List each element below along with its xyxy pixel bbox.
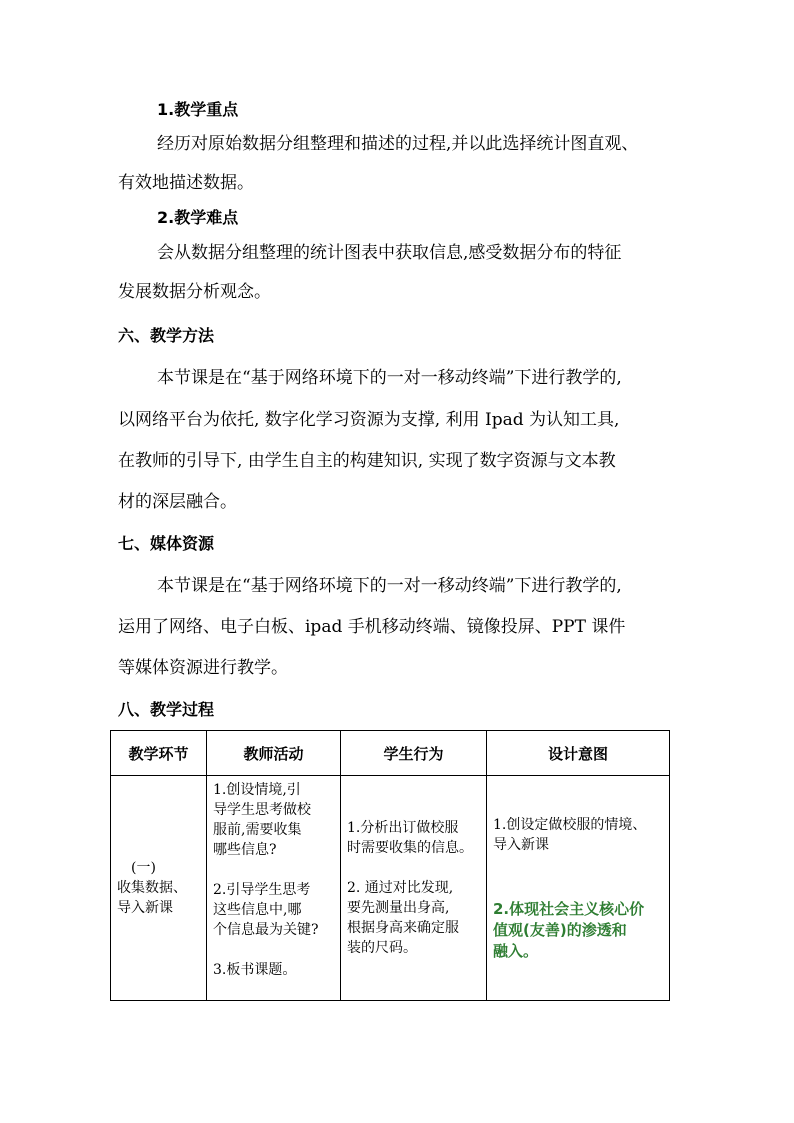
- method-line-4: 材的深层融合。: [118, 492, 237, 512]
- teacher-item-3: 3.板书课题。: [213, 962, 297, 978]
- difficulties-line-2: 发展数据分析观念。: [118, 282, 271, 302]
- student-item-2-line-4: 装的尺码。: [347, 940, 417, 956]
- table-row: [111, 776, 670, 1001]
- header-design-intent: 设计意图: [487, 731, 670, 776]
- teacher-item-2-line-3: 个信息最为关键?: [213, 922, 319, 938]
- media-line-3: 等媒体资源进行教学。: [118, 658, 288, 678]
- teacher-item-2-line-1: 2.引导学生思考: [213, 882, 311, 898]
- method-line-2: 以网络平台为依托, 数字化学习资源为支撑, 利用 Ipad 为认知工具,: [118, 410, 620, 430]
- method-heading: 六、教学方法: [118, 326, 215, 345]
- teacher-item-1-line-3: 服前,需要收集: [213, 822, 302, 838]
- stage-line-2: 导入新课: [117, 900, 173, 916]
- design-item-1-line-2: 导入新课: [493, 836, 549, 853]
- header-stage: 教学环节: [111, 731, 207, 776]
- student-behavior-cell: [341, 776, 487, 1001]
- key-points-line-1: 经历对原始数据分组整理和描述的过程,并以此选择统计图直观、: [157, 134, 639, 154]
- student-item-2-line-2: 要先测量出身高,: [347, 900, 450, 916]
- method-line-3: 在教师的引导下, 由学生自主的构建知识, 实现了数字资源与文本教: [118, 451, 616, 471]
- media-line-1: 本节课是在“基于网络环境下的一对一移动终端”下进行教学的,: [157, 576, 622, 596]
- student-item-2-line-1: 2. 通过对比发现,: [347, 880, 454, 896]
- difficulties-title: 2.教学难点: [157, 208, 239, 227]
- stage-line-1: 收集数据、: [117, 880, 187, 896]
- design-item-2-line-3: 融入。: [493, 941, 539, 960]
- teacher-item-2-line-2: 这些信息中,哪: [213, 902, 302, 918]
- stage-cell: [111, 776, 207, 1001]
- process-heading: 八、教学过程: [118, 700, 215, 719]
- design-item-1-line-1: 1.创设定做校服的情境、: [493, 816, 647, 833]
- teaching-process-table: [110, 730, 670, 1001]
- key-points-line-2: 有效地描述数据。: [118, 173, 254, 193]
- difficulties-line-1: 会从数据分组整理的统计图表中获取信息,感受数据分布的特征: [157, 243, 622, 263]
- student-item-1-line-1: 1.分析出订做校服: [347, 820, 459, 836]
- student-item-2-line-3: 根据身高来确定服: [347, 920, 459, 936]
- key-points-title: 1.教学重点: [157, 100, 239, 119]
- design-item-2-line-2: 值观(友善)的渗透和: [493, 920, 627, 939]
- design-intent-cell: [487, 776, 670, 1001]
- teacher-item-1-line-4: 哪些信息?: [213, 842, 277, 858]
- header-teacher-activity: 教师活动: [207, 731, 341, 776]
- teacher-activity-cell: [207, 776, 341, 1001]
- header-student-behavior: 学生行为: [341, 731, 487, 776]
- media-line-2: 运用了网络、电子白板、ipad 手机移动终端、镜像投屏、PPT 课件: [118, 617, 626, 637]
- method-line-1: 本节课是在“基于网络环境下的一对一移动终端”下进行教学的,: [157, 368, 622, 388]
- teacher-item-1-line-1: 1.创设情境,引: [213, 782, 301, 798]
- stage-number: (一): [131, 860, 156, 876]
- teacher-item-1-line-2: 导学生思考做校: [213, 802, 311, 818]
- design-item-2-line-1: 2.体现社会主义核心价: [493, 899, 645, 918]
- media-heading: 七、媒体资源: [118, 534, 215, 553]
- student-item-1-line-2: 时需要收集的信息。: [347, 840, 473, 856]
- table-header-row: [111, 731, 670, 776]
